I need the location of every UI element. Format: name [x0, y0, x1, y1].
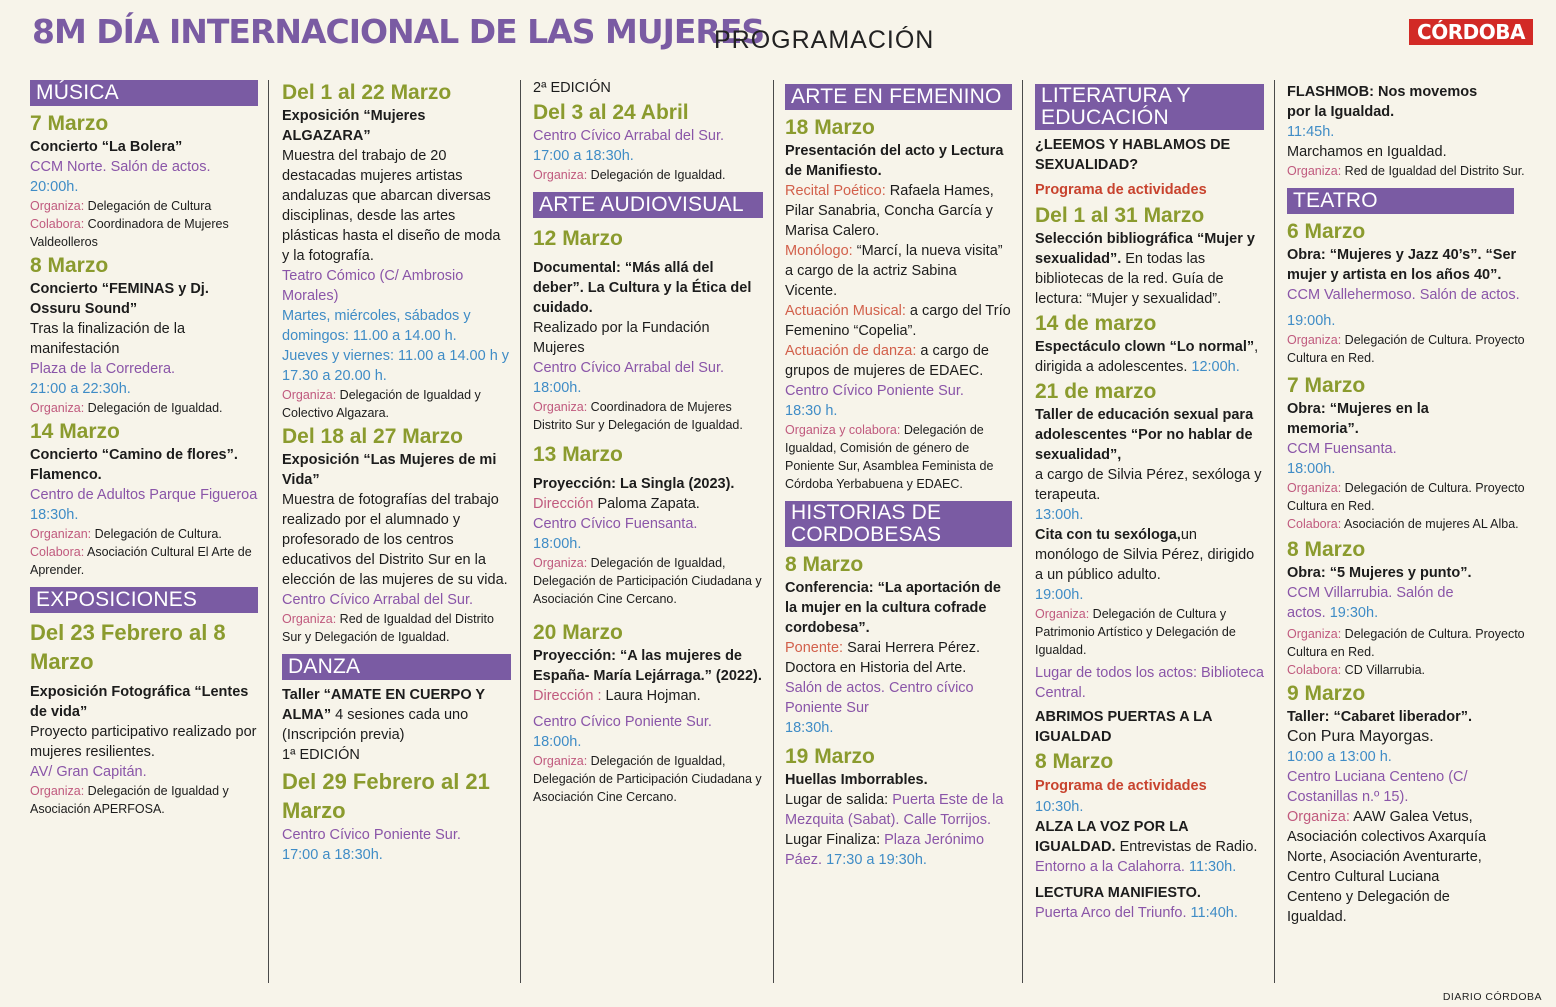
event-musica — [785, 301, 1012, 341]
organizer-label: Organiza: — [30, 784, 85, 798]
event-title: Concierto “FEMINAS y Dj. Ossuru Sound” — [30, 281, 209, 317]
event-recital — [785, 181, 1012, 241]
event-title — [1035, 525, 1264, 585]
end-label: Lugar Finaliza: — [785, 832, 885, 848]
event-organizer — [785, 421, 1012, 493]
collaborator-label: Colabora: — [1287, 517, 1342, 531]
event-danza — [785, 341, 1012, 381]
column-divider — [1022, 80, 1023, 983]
organizer-text: Delegación de Igualdad y Asociación APERFOSA. — [30, 784, 229, 816]
event-date: 8 Marzo — [1035, 750, 1114, 773]
event-place: AV/ Gran Capitán. — [30, 764, 147, 780]
event-title: Exposición “Mujeres ALGAZARA” — [282, 108, 426, 144]
director-label: Dirección — [533, 496, 594, 512]
event-date: Del 18 al 27 Marzo — [282, 425, 463, 448]
event-organizer — [533, 166, 763, 184]
page-title: 8M DÍA INTERNACIONAL DE LAS MUJERES — [32, 12, 765, 51]
event-place: Lugar de todos los actos: Biblioteca Central. — [1035, 665, 1264, 701]
event-time: 18:00h. — [1287, 461, 1336, 477]
event-organizer — [282, 610, 511, 646]
event-date: 18 Marzo — [785, 116, 875, 139]
event-place: Centro Cívico Arrabal del Sur. — [533, 128, 725, 144]
event-description: Entrevistas de Radio. — [1115, 839, 1258, 855]
event-organizer — [1287, 625, 1549, 661]
section-header-arte-en-femenino: ARTE EN FEMENINO — [785, 84, 1012, 110]
director-text: Paloma Zapata. — [593, 496, 700, 512]
event-date: 8 Marzo — [30, 254, 109, 277]
event-time: 18:30 h. — [785, 403, 838, 419]
event-time: 19:00h. — [1035, 587, 1084, 603]
organizer-text: Delegación de Igualdad, Delegación de Participación Ciudadana y Asociación Cine Cercano. — [533, 754, 762, 804]
cordoba-logo: CÓRDOBA — [1409, 19, 1533, 45]
event-place: Teatro Cómico (C/ Ambrosio Morales) — [282, 268, 464, 304]
event-collaborator — [1287, 661, 1549, 679]
section-question: ¿LEEMOS Y HABLAMOS DE SEXUALIDAD? — [1035, 137, 1231, 173]
event-place: Centro de Adultos Parque Figueroa — [30, 487, 258, 503]
event-date: Del 23 Febrero al 8 Marzo — [30, 620, 226, 674]
organizer-label: Organiza: — [533, 400, 588, 414]
organizer-label: Organiza: — [1287, 809, 1350, 825]
event-place: Puerta Arco del Triunfo. — [1035, 905, 1187, 921]
event-title: Proyección: “A las mujeres de España- María Lejárraga.” (2022). — [533, 648, 762, 684]
organizer-text: Delegación de Igualdad, Delegación de Participación Ciudadana y Asociación Cine Cercano. — [533, 556, 762, 606]
event-place-line — [1035, 903, 1264, 923]
event-place: Centro Cívico Fuensanta. — [533, 516, 698, 532]
organizer-label: Organiza: — [30, 199, 85, 213]
column-literatura — [1035, 78, 1264, 985]
organizer-text: Delegación de Igualdad. — [84, 401, 223, 415]
event-date: 8 Marzo — [785, 553, 864, 576]
event-title: Huellas Imborrables. — [785, 772, 928, 788]
organizer-text: Coordinadora de Mujeres Distrito Sur y Delegación de Igualdad. — [533, 400, 743, 432]
event-director — [533, 494, 763, 514]
collaborator-text: Asociación Cultural El Arte de Aprender. — [30, 545, 252, 577]
organizer-text: Delegación de Cultura y Patrimonio Artístico y Delegación de Igualdad. — [1035, 607, 1236, 657]
event-place: Entorno a la Calahorra. — [1035, 859, 1185, 875]
event-place: CCM Fuensanta. — [1287, 441, 1397, 457]
speaker-text: Sarai Herrera Pérez. Doctora en Historia del Arte. — [785, 640, 981, 676]
event-time: 17:00 a 18:30h. — [282, 847, 383, 863]
event-description: Marchamos en Igualdad. — [1287, 144, 1447, 160]
event-place: Centro Cívico Poniente Sur. — [533, 714, 712, 730]
edition-label: 2ª EDICIÓN — [533, 80, 611, 96]
event-organizer — [30, 525, 258, 543]
event-place: Plaza de la Corredera. — [30, 361, 176, 377]
event-place: Centro Luciana Centeno (C/ Costanillas n.º 15). — [1287, 769, 1468, 805]
event-place: Centro Cívico Poniente Sur. — [282, 827, 461, 843]
organizer-text: Delegación de Igualdad. — [587, 168, 726, 182]
director-text: Laura Hojman. — [601, 688, 701, 704]
event-title: Taller de educación sexual para adolescentes “Por no hablar de sexualidad”, — [1035, 407, 1254, 463]
event-organizer — [533, 752, 763, 806]
danza-text: a cargo de grupos de mujeres de EDAEC. — [785, 343, 989, 379]
organizer-text: Red de Igualdad del Distrito Sur y Delegación de Igualdad. — [282, 612, 494, 644]
event-description: En todas las bibliotecas de la red. Guía de lectura: “Mujer y sexualidad”. — [1035, 251, 1224, 307]
event-title: Obra: “Mujeres y Jazz 40’s”. “Ser mujer y artista en los años 40”. — [1287, 247, 1517, 283]
column-divider — [520, 80, 521, 983]
event-time: 18:00h. — [533, 734, 582, 750]
organizer-text: Delegación de Cultura. Proyecto Cultura en Red. — [1287, 627, 1525, 659]
event-collaborator — [30, 215, 258, 251]
event-date: 20 Marzo — [533, 621, 623, 644]
event-date: 12 Marzo — [533, 227, 623, 250]
organizer-text: Delegación de Cultura. Proyecto Cultura en Red. — [1287, 333, 1525, 365]
event-title: Conferencia: “La aportación de la mujer en la cultura cofrade cordobesa”. — [785, 580, 1001, 636]
event-place: Centro Cívico Arrabal del Sur. — [533, 360, 725, 376]
column-teatro — [1287, 78, 1549, 985]
monologo-text: “Marcí, la nueva visita” a cargo de la actriz Sabina Vicente. — [785, 243, 1003, 299]
event-place: CCM Villarrubia. Salón de actos. — [1287, 585, 1454, 621]
organizer-text: Delegación de Cultura — [84, 199, 212, 213]
event-description: , dirigida a adolescentes. — [1035, 339, 1259, 375]
start-label: Lugar de salida: — [785, 792, 893, 808]
event-monologo — [785, 241, 1012, 301]
column-musica — [30, 78, 258, 985]
collaborator-label: Colabora: — [1287, 663, 1342, 677]
organizer-text: Delegación de Cultura. Proyecto Cultura en Red. — [1287, 481, 1525, 513]
event-director — [533, 686, 763, 706]
event-place-line — [1287, 583, 1487, 623]
event-organizer — [30, 399, 258, 417]
column-audiovisual — [533, 78, 763, 985]
event-title — [1035, 337, 1264, 377]
event-title-strong: Espectáculo clown “Lo normal” — [1035, 339, 1255, 355]
footer-credit: DIARIO CÓRDOBA — [1442, 991, 1542, 1003]
organizer-text: AAW Galea Vetus, Asociación colectivos Axarquía Norte, Asociación Aventurarte, Centro Cultural Luciana Centeno y Delegación de Igualdad. — [1287, 809, 1487, 925]
event-title: Proyección: La Singla (2023). — [533, 476, 735, 492]
event-place: CCM Norte. Salón de actos. — [30, 159, 211, 175]
event-title — [1035, 817, 1264, 857]
event-title — [1035, 229, 1264, 309]
organizer-label: Organiza: — [30, 401, 85, 415]
event-date: Del 1 al 31 Marzo — [1035, 204, 1205, 227]
event-place: Centro Cívico Arrabal del Sur. — [282, 592, 474, 608]
section-header-exposiciones: EXPOSICIONES — [30, 587, 258, 613]
section-header-danza: DANZA — [282, 654, 511, 680]
event-organizer — [30, 197, 258, 215]
event-title: Exposición Fotográfica “Lentes de vida” — [30, 684, 249, 720]
organizer-label: Organiza: — [533, 168, 588, 182]
collaborator-label: Colabora: — [30, 217, 85, 231]
event-speaker — [785, 638, 1012, 678]
start-text: Puerta Este de la Mezquita (Sabat). Calle Torrijos. — [785, 792, 1004, 828]
event-title: Documental: “Más allá del deber”. La Cultura y la Ética del cuidado. — [533, 260, 752, 316]
header — [0, 0, 1556, 70]
musica-text: a cargo del Trío Femenino “Copelia”. — [785, 303, 1011, 339]
event-time: 17:00 a 18:30h. — [533, 148, 634, 164]
event-organizer — [1287, 331, 1549, 367]
event-time: 18:30h. — [30, 507, 79, 523]
event-time: 10:00 a 13:00 h. — [1287, 749, 1392, 765]
event-organizer — [282, 386, 511, 422]
organizer-label: Organiza: — [1287, 481, 1342, 495]
event-time: 20:00h. — [30, 179, 79, 195]
organizer-label: Organiza: — [533, 754, 588, 768]
event-title: Obra: “5 Mujeres y punto”. — [1287, 565, 1472, 581]
event-organizer — [533, 398, 763, 434]
organizer-label: Organiza: — [533, 556, 588, 570]
event-start-place — [785, 790, 1012, 830]
organizer-label: Organiza: — [1287, 627, 1342, 641]
event-date: 13 Marzo — [533, 443, 623, 466]
event-date: Del 3 al 24 Abril — [533, 101, 689, 124]
event-time: 10:30h. — [1035, 799, 1084, 815]
event-date: 6 Marzo — [1287, 220, 1366, 243]
collaborator-label: Colabora: — [30, 545, 85, 559]
event-organizer — [30, 782, 258, 818]
event-title: Taller: “Cabaret liberador”. — [1287, 709, 1473, 725]
recital-text: Rafaela Hames, Pilar Sanabria, Concha García y Marisa Calero. — [785, 183, 994, 239]
event-time: 18:00h. — [533, 536, 582, 552]
event-date: 9 Marzo — [1287, 682, 1366, 705]
event-description: Muestra de fotografías del trabajo realizado por el alumnado y profesorado de los centros educativos del Distrito Sur en la elección de las mujeres de su vida. — [282, 492, 508, 588]
program-label: Programa de actividades — [1035, 778, 1207, 794]
event-date: Del 1 al 22 Marzo — [282, 81, 452, 104]
organizer-label: Organiza: — [1035, 607, 1090, 621]
event-time: 18:30h. — [785, 720, 834, 736]
event-description: un monólogo de Silvia Pérez, dirigido a un público adulto. — [1035, 527, 1255, 583]
event-date: 14 Marzo — [30, 420, 120, 443]
event-date: 14 de marzo — [1035, 312, 1157, 335]
event-collaborator — [1287, 515, 1549, 533]
event-time: 11:45h. — [1287, 124, 1335, 140]
event-place-line — [1035, 857, 1264, 877]
event-title-strong: ALZA LA VOZ POR LA IGUALDAD. — [1035, 819, 1189, 855]
section-header-literatura: LITERATURA Y EDUCACIÓN — [1035, 84, 1264, 130]
event-description: Muestra del trabajo de 20 destacadas mujeres artistas andaluzas que abarcan diversas disciplinas, desde las artes plásticas hasta el diseño de moda y la fotografía. — [282, 148, 501, 264]
event-title: Exposición “Las Mujeres de mi Vida” — [282, 452, 497, 488]
event-time: 17:30 a 19:30h. — [822, 852, 927, 868]
organizer-text: Delegación de Igualdad, Comisión de género de Poniente Sur, Asamblea Feminista de Córdoba Yerbabuena y EDAEC. — [785, 423, 994, 491]
event-title: Presentación del acto y Lectura de Manifiesto. — [785, 143, 1004, 179]
organizer-label: Organiza: — [1287, 164, 1342, 178]
event-date: 19 Marzo — [785, 745, 875, 768]
event-title: FLASHMOB: Nos movemos por la Igualdad. — [1287, 84, 1478, 120]
event-title-strong: Taller “AMATE EN CUERPO Y ALMA” — [282, 687, 485, 723]
event-time: 19:30h. — [1325, 605, 1379, 621]
event-date: 7 Marzo — [30, 112, 109, 135]
event-date: Del 29 Febrero al 21 Marzo — [282, 769, 490, 823]
organizer-text: Delegación de Cultura. — [91, 527, 222, 541]
event-description: 4 sesiones cada uno (Inscripción previa) — [282, 707, 469, 743]
event-collaborator — [30, 543, 258, 579]
event-description: a cargo de Silvia Pérez, sexóloga y terapeuta. — [1035, 467, 1262, 503]
column-arte-en-femenino — [785, 78, 1012, 985]
event-time: 11:30h. — [1184, 859, 1237, 875]
event-title — [282, 685, 511, 745]
event-title-strong: Selección bibliográfica “Mujer y sexualidad”. — [1035, 231, 1255, 267]
end-text: Plaza Jerónimo Páez. — [785, 832, 985, 868]
organizer-label: Organiza: — [1287, 333, 1342, 347]
organizer-label: Organiza y colabora: — [785, 423, 901, 437]
event-title: Concierto “La Bolera” — [30, 139, 183, 155]
organizer-text: Red de Igualdad del Distrito Sur. — [1341, 164, 1525, 178]
section-header-teatro: TEATRO — [1287, 188, 1514, 214]
event-organizer — [1035, 605, 1264, 659]
organizer-text: Delegación de Igualdad y Colectivo Algazara. — [282, 388, 481, 420]
event-organizer — [1287, 807, 1487, 927]
event-time: 11:40h. — [1186, 905, 1238, 921]
collaborator-text: CD Villarrubia. — [1341, 663, 1426, 677]
event-title: Obra: “Mujeres en la memoria”. — [1287, 401, 1429, 437]
event-place: CCM Vallehermoso. Salón de actos. — [1287, 287, 1520, 303]
event-time: 18:00h. — [533, 380, 582, 396]
event-title-strong: Cita con tu sexóloga, — [1035, 527, 1181, 543]
danza-label: Actuación de danza: — [785, 343, 917, 359]
event-time: 12:00h. — [1187, 359, 1240, 375]
collaborator-text: Asociación de mujeres AL Alba. — [1341, 517, 1519, 531]
event-subtitle: Con Pura Mayorgas. — [1287, 728, 1434, 745]
event-date: 7 Marzo — [1287, 374, 1366, 397]
musica-label: Actuación Musical: — [785, 303, 906, 319]
event-place: Centro Cívico Poniente Sur. — [785, 383, 964, 399]
event-time: Jueves y viernes: 11.00 a 14.00 h y 17.30 a 20.00 h. — [282, 348, 510, 384]
event-time: 21:00 a 22:30h. — [30, 381, 131, 397]
page-subtitle: PROGRAMACIÓN — [714, 26, 935, 54]
organizer-label: Organiza: — [282, 612, 337, 626]
section-header-musica: MÚSICA — [30, 80, 258, 106]
monologo-label: Monólogo: — [785, 243, 853, 259]
event-date: 8 Marzo — [1287, 538, 1366, 561]
event-organizer — [533, 554, 763, 608]
section-header-historias: HISTORIAS DE CORDOBESAS — [785, 501, 1012, 547]
event-title: LECTURA MANIFIESTO. — [1035, 885, 1201, 901]
event-organizer — [1287, 479, 1549, 515]
organizer-label: Organiza: — [282, 388, 337, 402]
program-label: Programa de actividades — [1035, 182, 1207, 198]
event-end-place — [785, 830, 1012, 870]
organizer-label: Organizan: — [30, 527, 92, 541]
section-header-arte-audiovisual: ARTE AUDIOVISUAL — [533, 192, 763, 218]
event-organizer — [1287, 162, 1549, 180]
event-time: Martes, miércoles, sábados y domingos: 11.00 a 14.00 h. — [282, 308, 471, 344]
column-exposiciones — [282, 78, 511, 985]
event-description: Tras la finalización de la manifestación — [30, 321, 186, 357]
event-title: Concierto “Camino de flores”. Flamenco. — [30, 447, 238, 483]
collaborator-text: Coordinadora de Mujeres Valdeolleros — [30, 217, 229, 249]
section-subheading: ABRIMOS PUERTAS A LA IGUALDAD — [1035, 709, 1212, 745]
director-label: Dirección : — [533, 688, 602, 704]
recital-label: Recital Poético: — [785, 183, 886, 199]
column-divider — [268, 80, 269, 983]
event-time: 13:00h. — [1035, 507, 1084, 523]
event-date: 21 de marzo — [1035, 380, 1157, 403]
event-place: Salón de actos. Centro cívico Poniente Sur — [785, 680, 974, 716]
column-divider — [1274, 80, 1275, 983]
event-description: Proyecto participativo realizado por mujeres resilientes. — [30, 724, 257, 760]
speaker-label: Ponente: — [785, 640, 844, 656]
event-description: Realizado por la Fundación Mujeres — [533, 320, 710, 356]
column-divider — [773, 80, 774, 983]
edition-label: 1ª EDICIÓN — [282, 747, 360, 763]
event-time: 19:00h. — [1287, 313, 1336, 329]
